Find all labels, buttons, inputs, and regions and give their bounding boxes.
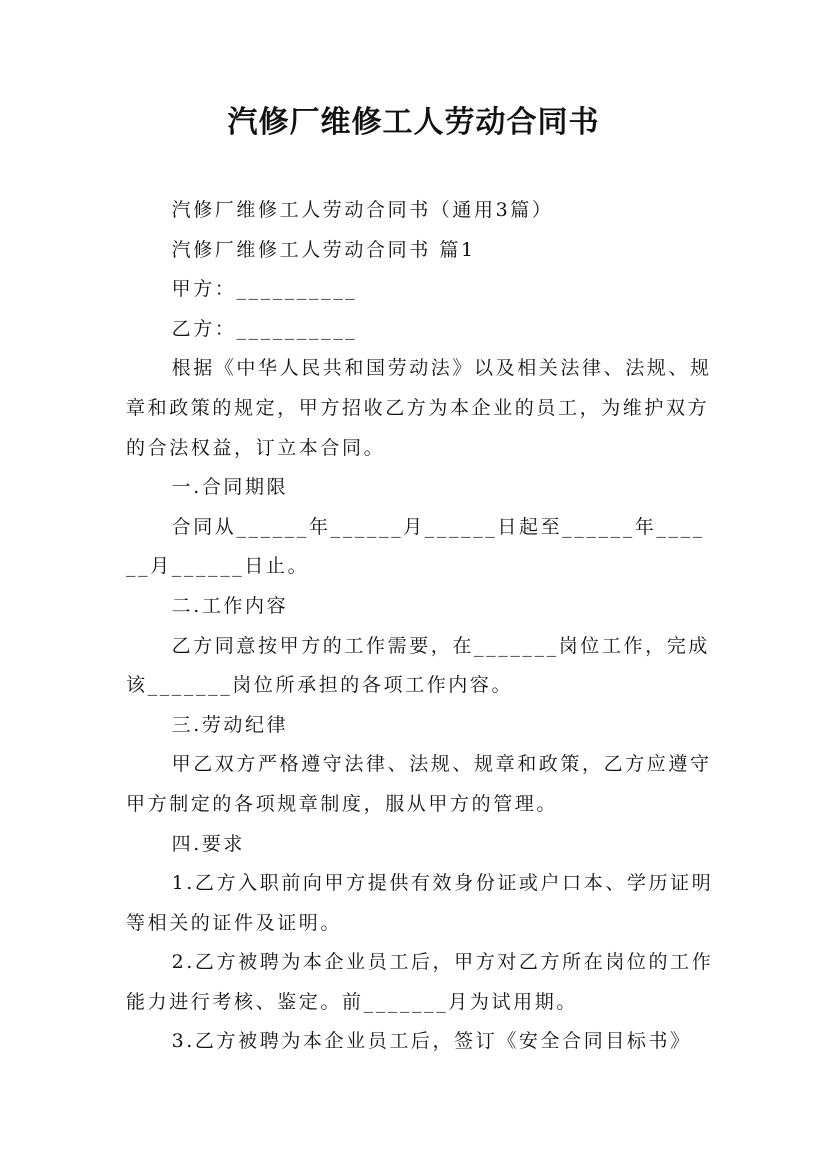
clause-heading-work: 二.工作内容: [171, 594, 289, 617]
section-heading-part-1: 汽修厂维修工人劳动合同书 篇1: [171, 238, 476, 261]
party-b-line: 乙方：__________: [171, 317, 358, 340]
party-a-line: 甲方：__________: [171, 278, 358, 301]
clause-heading-discipline: 三.劳动纪律: [171, 713, 289, 736]
clause-heading-term: 一.合同期限: [171, 476, 289, 499]
subtitle-paragraph: 汽修厂维修工人劳动合同书（通用3篇）: [171, 199, 554, 221]
clause-work-text: 乙方同意按甲方的工作需要，在_______岗位工作，完成该_______岗位所承担的各项工作内容。: [126, 634, 710, 697]
requirement-item-1: 1.乙方入职前向甲方提供有效身份证或户口本、学历证明等相关的证件及证明。: [126, 872, 714, 934]
preamble-paragraph: 根据《中华人民共和国劳动法》以及相关法律、法规、规章和政策的规定，甲方招收乙方为本企业的员工，为维护双方的合法权益，订立本合同。: [126, 357, 712, 459]
document-title: 汽修厂维修工人劳动合同书: [227, 105, 600, 140]
requirement-item-2: 2.乙方被聘为本企业员工后，甲方对乙方所在岗位的工作能力进行考核、鉴定。前_______月为试用期。: [126, 951, 714, 1013]
requirement-item-3: 3.乙方被聘为本企业员工后，签订《安全合同目标书》: [171, 1030, 692, 1053]
clause-heading-requirements: 四.要求: [171, 832, 246, 855]
document-body: [126, 191, 716, 1062]
clause-term-text: 合同从______年______月______日起至______年______月______日止。: [126, 515, 705, 578]
clause-discipline-text: 甲乙双方严格遵守法律、法规、规章和政策，乙方应遵守甲方制定的各项规章制度，服从甲方的管理。: [126, 753, 712, 815]
